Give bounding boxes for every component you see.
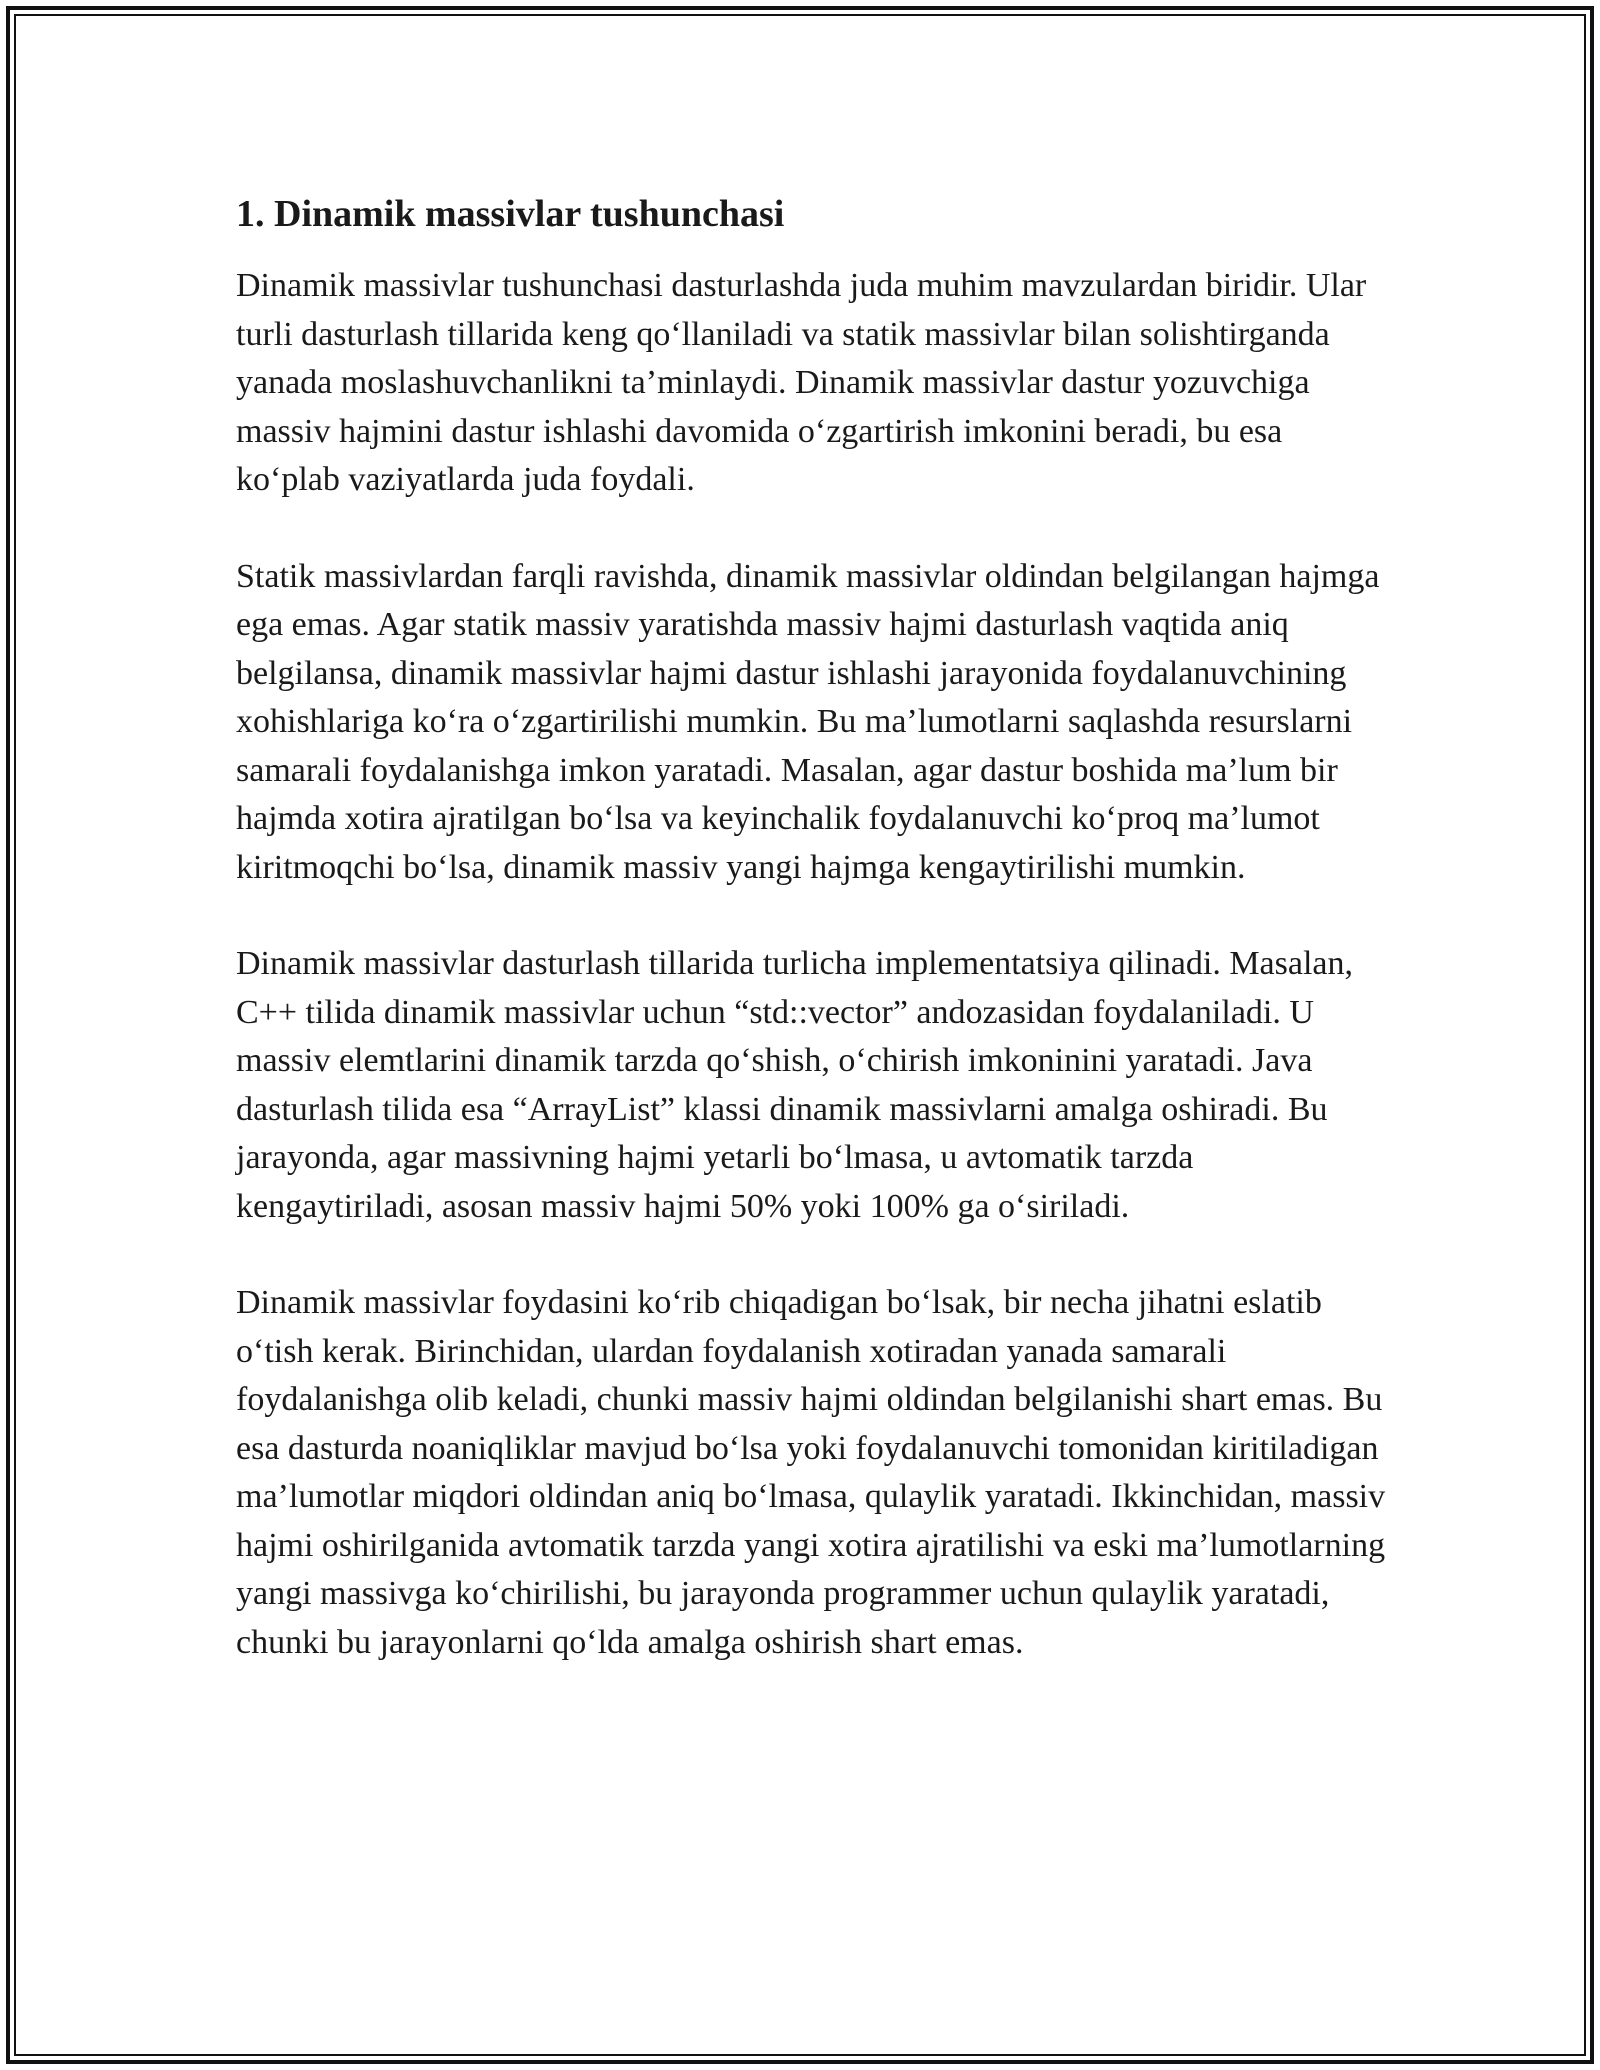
paragraph-1: Dinamik massivlar tushunchasi dasturlashda juda muhim mavzulardan biridir. Ular turli dasturlash tillarida keng qo‘llaniladi va statik massivlar bilan solishtirganda yanada moslashuvchanlikni ta’minlaydi. Dinamik massivlar dastur yozuvchiga massiv hajmini dastur ishlashi davomida o‘zgartirish imkonini beradi, bu esa ko‘plab vaziyatlarda juda foydali. xyxy=(236,267,1367,498)
paragraph-2: Statik massivlardan farqli ravishda, dinamik massivlar oldindan belgilangan hajmga ega emas. Agar statik massiv yaratishda massiv hajmi dasturlash vaqtida aniq belgilansa, dinamik massivlar hajmi dastur ishlashi jarayonida foydalanuvchining xohishlariga ko‘ra o‘zgartirilishi mumkin. Bu ma’lumotlarni saqlashda resurslarni samarali foydalanishga imkon yaratadi. Masalan, agar dastur boshida ma’lum bir hajmda xotira ajratilgan bo‘lsa va keyinchalik foydalanuvchi ko‘proq ma’lumot kiritmoqchi bo‘lsa, dinamik massiv yangi hajmga kengaytirilishi mumkin. xyxy=(236,557,1380,886)
paragraph-3: Dinamik massivlar dasturlash tillarida turlicha implementatsiya qilinadi. Masalan, C++ tilida dinamik massivlar uchun “std::vector” andozasidan foydalaniladi. U massiv elemtlarini dinamik tarzda qo‘shish, o‘chirish imkoninini yaratadi. Java dasturlash tilida esa “ArrayList” klassi dinamik massivlarni amalga oshiradi. Bu jarayonda, agar massivning hajmi yetarli bo‘lmasa, u avtomatik tarzda kengaytiriladi, asosan massiv hajmi 50% yoki 100% ga o‘siriladi. xyxy=(236,945,1354,1225)
document-body xyxy=(236,188,1386,1667)
section-heading: 1. Dinamik massivlar tushunchasi xyxy=(236,193,785,235)
paragraph-4: Dinamik massivlar foydasini ko‘rib chiqadigan bo‘lsak, bir necha jihatni eslatib o‘tish kerak. Birinchidan, ulardan foydalanish xotiradan yanada samarali foydalanishga olib keladi, chunki massiv hajmi oldindan belgilanishi shart emas. Bu esa dasturda noaniqliklar mavjud bo‘lsa yoki foydalanuvchi tomonidan kiritiladigan ma’lumotlar miqdori oldindan aniq bo‘lmasa, qulaylik yaratadi. Ikkinchidan, massiv hajmi oshirilganida avtomatik tarzda yangi xotira ajratilishi va eski ma’lumotlarning yangi massivga ko‘chirilishi, bu jarayonda programmer uchun qulaylik yaratadi, chunki bu jarayonlarni qo‘lda amalga oshirish shart emas. xyxy=(236,1284,1386,1661)
